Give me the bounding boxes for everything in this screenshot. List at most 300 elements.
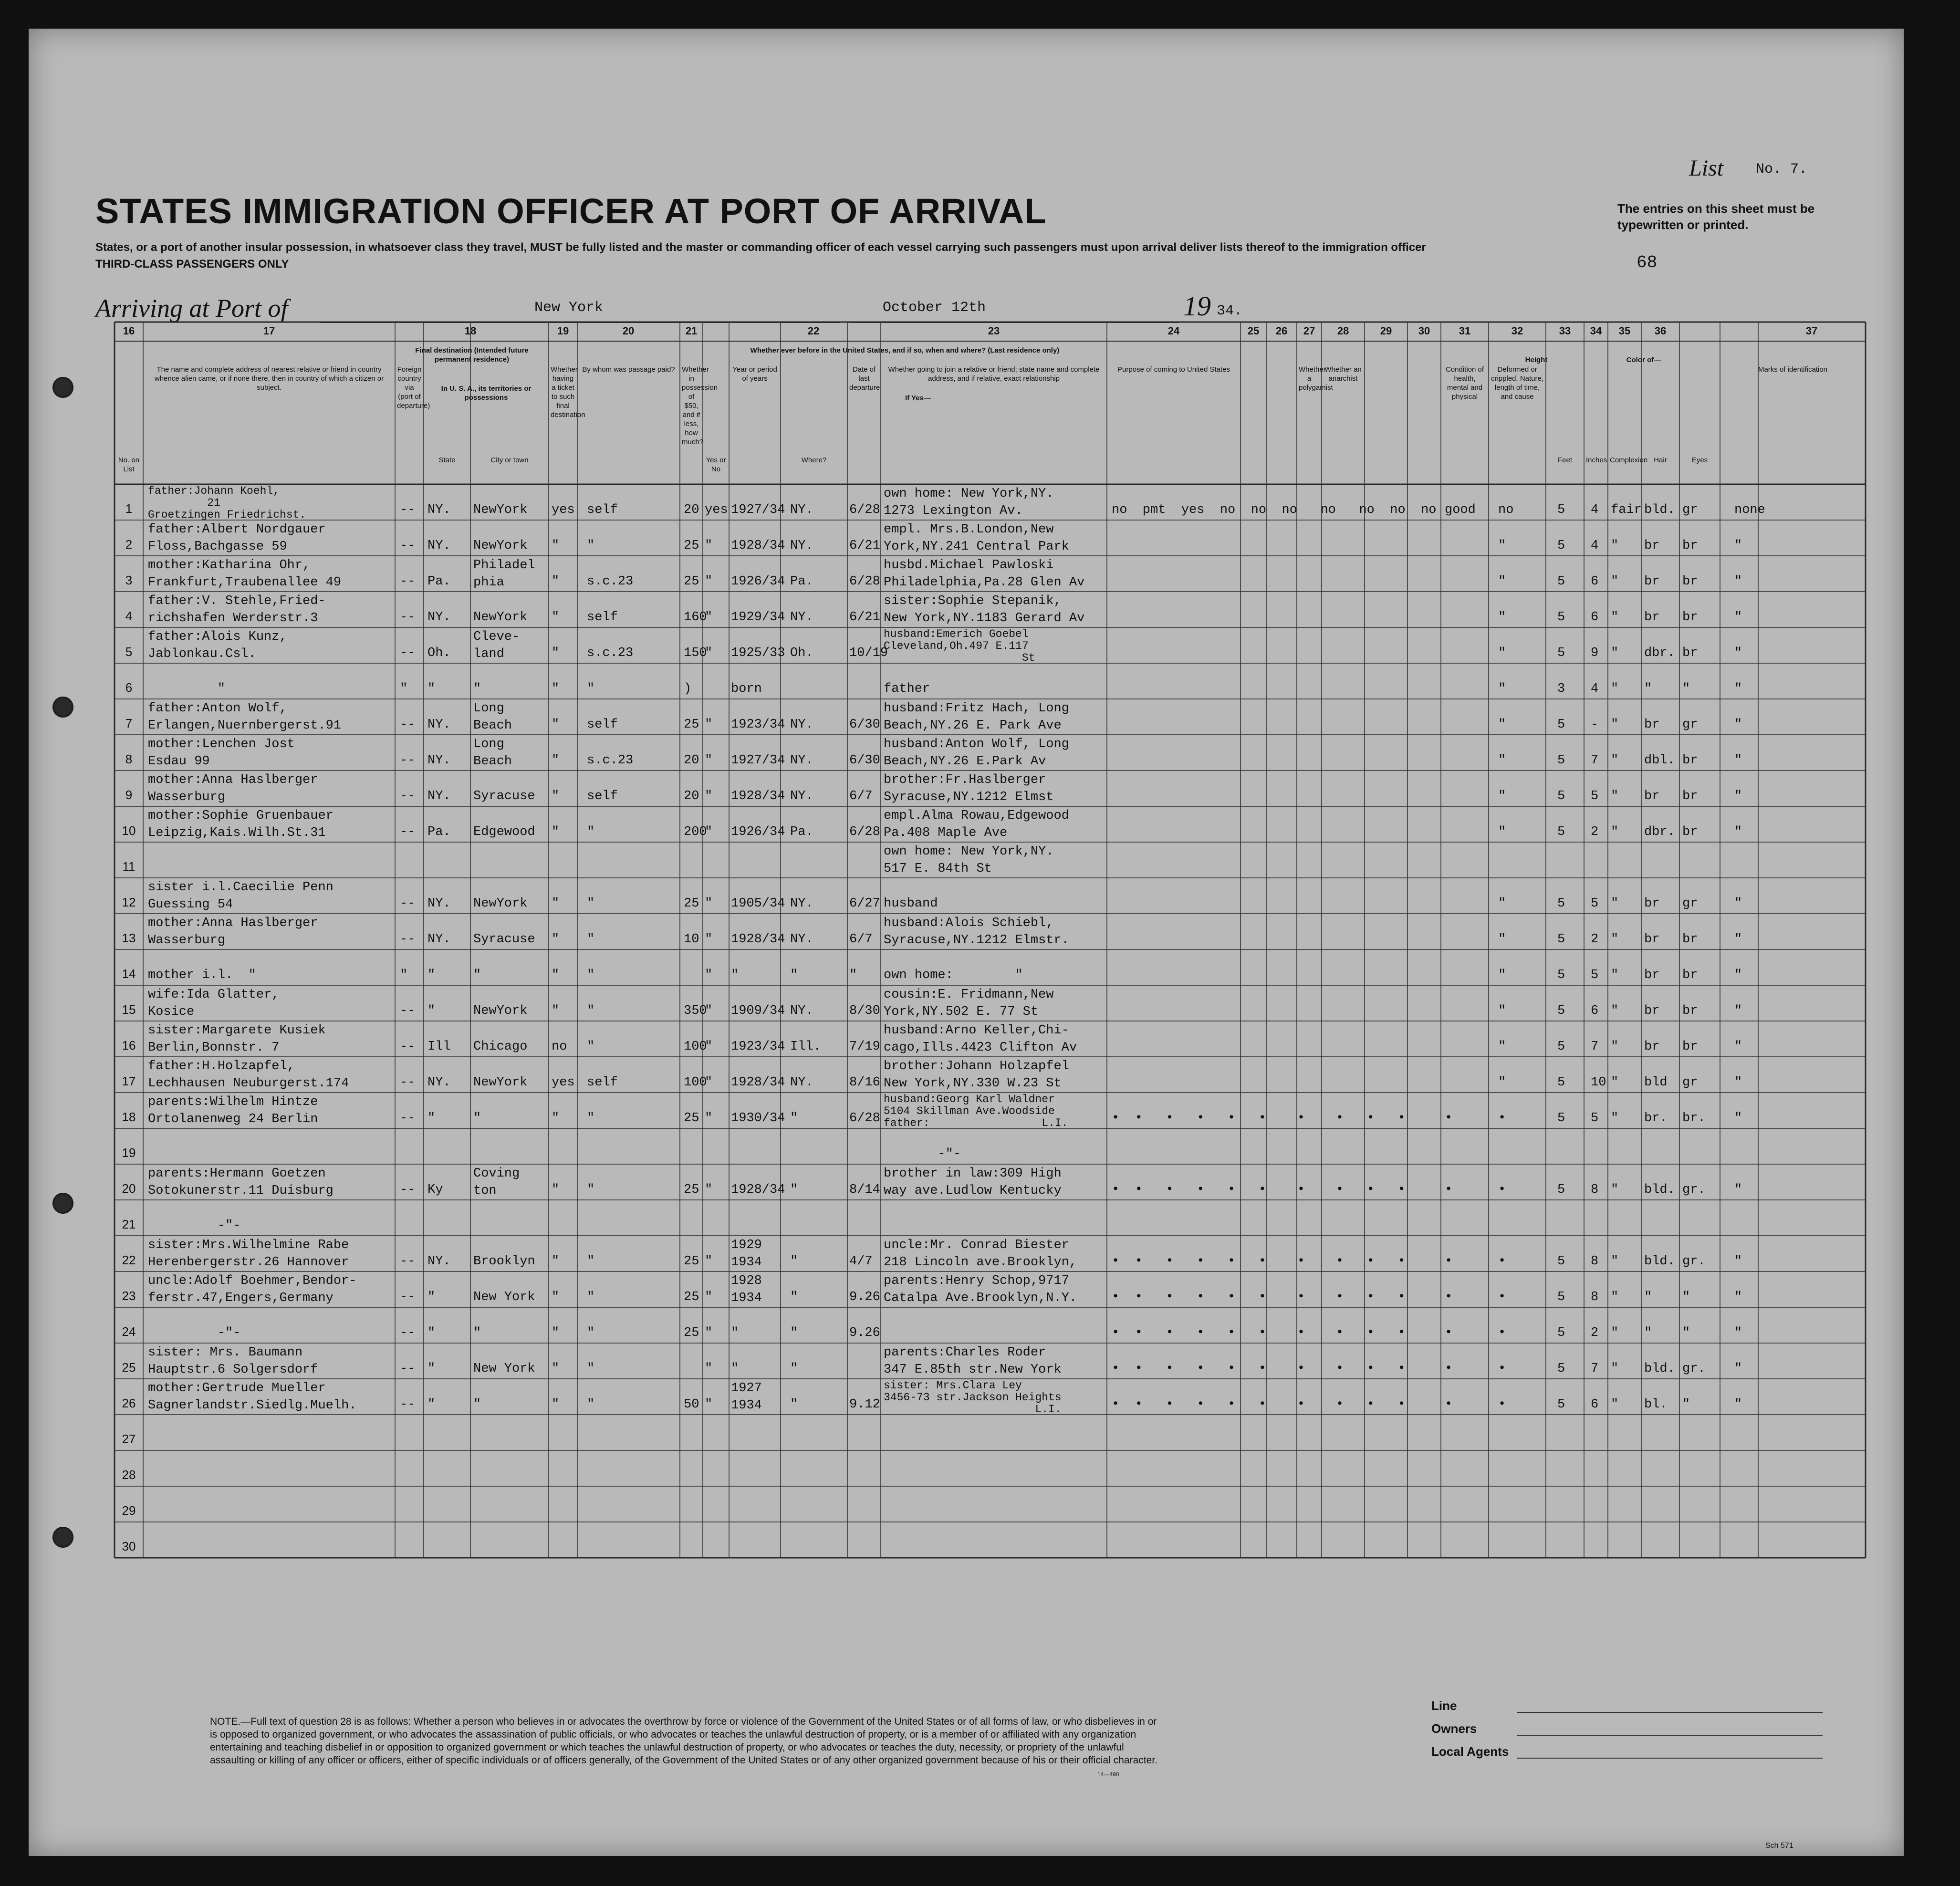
visit-years: 1923/34 bbox=[731, 1040, 785, 1054]
visit-years: 1905/34 bbox=[731, 896, 785, 911]
hair-color: br bbox=[1644, 718, 1660, 732]
row-number: 3 bbox=[125, 573, 133, 587]
ticket: yes bbox=[552, 503, 575, 517]
height-feet: 5 bbox=[1557, 825, 1565, 839]
eye-color: " bbox=[1682, 1326, 1690, 1340]
column-header: Date of last departure bbox=[849, 365, 880, 392]
prior-visit: " bbox=[705, 1004, 713, 1018]
hair-color: br bbox=[1644, 968, 1660, 982]
visit-years: 1926/34 bbox=[731, 825, 785, 839]
column-header: Condition of health, mental and physical bbox=[1445, 365, 1484, 401]
paid-by: self bbox=[587, 789, 618, 803]
identification-marks: " bbox=[1734, 825, 1742, 839]
row-number: 28 bbox=[122, 1468, 136, 1482]
money: 100 bbox=[684, 1075, 707, 1090]
column-number: 25 bbox=[1247, 325, 1260, 337]
identification-marks: " bbox=[1734, 1040, 1742, 1054]
dest-state: NY. bbox=[427, 753, 451, 768]
column-header: Whether a polygamist bbox=[1299, 365, 1333, 392]
row-number: 12 bbox=[122, 895, 136, 909]
complexion: " bbox=[1611, 539, 1619, 553]
identification-marks: " bbox=[1734, 682, 1742, 696]
row-number: 30 bbox=[122, 1539, 136, 1553]
ticket: yes bbox=[552, 1075, 575, 1090]
health: • bbox=[1445, 1254, 1453, 1269]
height-feet: 5 bbox=[1557, 1290, 1565, 1304]
deformed: no bbox=[1498, 503, 1514, 517]
paid-by: " bbox=[587, 1290, 595, 1304]
height-inches: 2 bbox=[1591, 825, 1599, 839]
dest-state: Ill bbox=[427, 1040, 451, 1054]
hair-color: br bbox=[1644, 1004, 1660, 1018]
visit-where: " bbox=[790, 968, 798, 982]
hair-color: dbr. bbox=[1644, 825, 1675, 839]
height-feet: 5 bbox=[1557, 1254, 1565, 1269]
paid-by: s.c.23 bbox=[587, 574, 634, 589]
ticket: " bbox=[552, 646, 560, 660]
joining-relative: husband:Georg Karl Waldner 5104 Skillman Ave.Woodside father: L.I. bbox=[884, 1093, 1068, 1129]
column-group-header: If Yes— bbox=[905, 394, 931, 402]
identification-marks: " bbox=[1734, 1183, 1742, 1197]
ticket: " bbox=[552, 718, 560, 732]
visit-years: 1929/34 bbox=[731, 610, 785, 625]
relative-address: mother:Gertrude Mueller Sagnerlandstr.Siedlg.Muelh. bbox=[148, 1381, 357, 1413]
foreign-country: -- bbox=[400, 718, 416, 732]
row-number: 15 bbox=[122, 1002, 136, 1017]
money: 25 bbox=[684, 574, 699, 589]
eye-color: gr bbox=[1682, 503, 1698, 517]
dest-city: Brooklyn bbox=[473, 1254, 535, 1269]
questions-24-31: • • • • • • • • • • bbox=[1112, 1362, 1406, 1376]
prior-visit: " bbox=[705, 1290, 713, 1304]
relative-address: uncle:Adolf Boehmer,Bendor- ferstr.47,Engers,Germany bbox=[148, 1274, 357, 1305]
questions-24-31: • • • • • • • • • • bbox=[1112, 1254, 1406, 1269]
paid-by: " bbox=[587, 539, 595, 553]
hair-color: dbr. bbox=[1644, 646, 1675, 660]
ticket: " bbox=[552, 574, 560, 589]
column-header: Hair bbox=[1654, 456, 1667, 464]
paid-by: " bbox=[587, 1254, 595, 1269]
form-code: 14—490 bbox=[1097, 1771, 1119, 1778]
height-inches: 9 bbox=[1591, 646, 1599, 660]
ticket: " bbox=[552, 825, 560, 839]
column-header: Marks of identification bbox=[1758, 365, 1828, 374]
departure-date: 9.12 bbox=[849, 1397, 880, 1412]
foreign-country: -- bbox=[400, 610, 416, 625]
questions-24-31: no pmt yes no no no no no no no bbox=[1112, 503, 1437, 517]
identification-marks: " bbox=[1734, 753, 1742, 768]
dest-city: New York bbox=[473, 1290, 535, 1304]
ticket: " bbox=[552, 1254, 560, 1269]
column-header: Where? bbox=[801, 456, 827, 464]
paid-by: " bbox=[587, 932, 595, 947]
local-agents-field bbox=[1517, 1758, 1823, 1759]
height-feet: 5 bbox=[1557, 610, 1565, 625]
money: 10 bbox=[684, 932, 699, 947]
visit-years: born bbox=[731, 682, 762, 696]
height-inches: 6 bbox=[1591, 1397, 1599, 1412]
complexion: " bbox=[1611, 574, 1619, 589]
deformed: " bbox=[1498, 825, 1506, 839]
joining-relative: husband bbox=[884, 896, 938, 911]
identification-marks: " bbox=[1734, 789, 1742, 803]
row-number: 29 bbox=[122, 1503, 136, 1518]
dest-city: NewYork bbox=[473, 610, 528, 625]
relative-address: mother i.l. " bbox=[148, 968, 256, 982]
complexion: " bbox=[1611, 1004, 1619, 1018]
column-number: 34 bbox=[1590, 325, 1602, 337]
relative-address: sister:Mrs.Wilhelmine Rabe Herenbergerstr.26 Hannover bbox=[148, 1238, 349, 1270]
paid-by: " bbox=[587, 682, 595, 696]
joining-relative: father bbox=[884, 682, 930, 696]
row-number: 26 bbox=[122, 1396, 136, 1410]
health: • bbox=[1445, 1290, 1453, 1304]
row-number: 21 bbox=[122, 1217, 136, 1231]
prior-visit: " bbox=[705, 610, 713, 625]
manifest-sheet bbox=[29, 29, 1904, 1856]
dest-city: Edgewood bbox=[473, 825, 535, 839]
departure-date: 6/21 bbox=[849, 610, 880, 625]
column-number: 36 bbox=[1654, 325, 1667, 337]
arrival-port: New York bbox=[534, 300, 604, 316]
departure-date: 8/30 bbox=[849, 1004, 880, 1018]
hair-color: bld. bbox=[1644, 503, 1675, 517]
height-inches: 6 bbox=[1591, 574, 1599, 589]
deformed: " bbox=[1498, 539, 1506, 553]
foreign-country: -- bbox=[400, 1254, 416, 1269]
height-inches: 5 bbox=[1591, 1111, 1599, 1125]
ticket: " bbox=[552, 539, 560, 553]
local-agents-label: Local Agents bbox=[1431, 1744, 1509, 1759]
eye-color: gr bbox=[1682, 1075, 1698, 1090]
height-inches: 8 bbox=[1591, 1290, 1599, 1304]
height-feet: 5 bbox=[1557, 896, 1565, 911]
dest-state: " bbox=[427, 1326, 436, 1340]
column-header: Purpose of coming to United States bbox=[1117, 365, 1230, 374]
eye-color: gr. bbox=[1682, 1362, 1706, 1376]
row-number: 9 bbox=[125, 788, 133, 802]
joining-relative: brother:Fr.Haslberger Syracuse,NY.1212 Elmst bbox=[884, 773, 1054, 804]
visit-years: 1928/34 bbox=[731, 1183, 785, 1197]
height-feet: 5 bbox=[1557, 503, 1565, 517]
foreign-country: -- bbox=[400, 1362, 416, 1376]
hair-color: bld. bbox=[1644, 1254, 1675, 1269]
questions-24-31: • • • • • • • • • • bbox=[1112, 1111, 1406, 1125]
money: 50 bbox=[684, 1397, 699, 1412]
eye-color: br bbox=[1682, 968, 1698, 982]
ticket: " bbox=[552, 1326, 560, 1340]
dest-state: NY. bbox=[427, 503, 451, 517]
paid-by: self bbox=[587, 610, 618, 625]
deformed: • bbox=[1498, 1397, 1506, 1412]
column-header: Year or period of years bbox=[732, 365, 777, 383]
height-feet: 5 bbox=[1557, 753, 1565, 768]
column-number: 30 bbox=[1418, 325, 1430, 337]
column-number: 27 bbox=[1303, 325, 1315, 337]
prior-visit: " bbox=[705, 718, 713, 732]
identification-marks: " bbox=[1734, 1254, 1742, 1269]
identification-marks: " bbox=[1734, 574, 1742, 589]
column-header: Feet bbox=[1557, 456, 1572, 464]
eye-color: br bbox=[1682, 1040, 1698, 1054]
deformed: " bbox=[1498, 718, 1506, 732]
dest-state: Oh. bbox=[427, 646, 451, 660]
column-header: State bbox=[438, 456, 456, 464]
identification-marks: " bbox=[1734, 968, 1742, 982]
row-number: 14 bbox=[122, 967, 136, 981]
health: • bbox=[1445, 1397, 1453, 1412]
departure-date: 8/14 bbox=[849, 1183, 880, 1197]
joining-relative: parents:Henry Schop,9717 Catalpa Ave.Brooklyn,N.Y. bbox=[884, 1274, 1077, 1305]
money: 20 bbox=[684, 753, 699, 768]
column-number: 35 bbox=[1618, 325, 1631, 337]
height-inches: 8 bbox=[1591, 1183, 1599, 1197]
paid-by: self bbox=[587, 1075, 618, 1090]
visit-where: " bbox=[790, 1397, 798, 1412]
deformed: • bbox=[1498, 1326, 1506, 1340]
identification-marks: " bbox=[1734, 1397, 1742, 1412]
paid-by: " bbox=[587, 896, 595, 911]
money: 200 bbox=[684, 825, 707, 839]
arrival-year-prefix: 19 bbox=[1183, 291, 1211, 322]
relative-address: father:Johann Koehl, 21 Groetzingen Friedrichst. bbox=[148, 485, 306, 521]
visit-years: 1927 1934 bbox=[731, 1381, 762, 1413]
dest-city: " bbox=[473, 1111, 481, 1125]
hair-color: " bbox=[1644, 682, 1652, 696]
punch-hole bbox=[52, 1527, 73, 1548]
height-inches: 8 bbox=[1591, 1254, 1599, 1269]
eye-color: gr bbox=[1682, 896, 1698, 911]
question-28-note: NOTE.—Full text of question 28 is as follows: Whether a person who believes in or advocates the overthrow by force or violence of the Government of the United States or of all forms of law, or who disbelieves in or is opposed to organized government, or who advocates the assassination of public officials, or who advocates or teaches the unlawful destruction of property, or is a member of or affiliated with any organization entertaining and teaching disbelief in or opposition to organized government or which teaches the unlawful destruction of property, or who advocates or teaches the duty, necessity, or propriety of the unlawful assaulting or killing of any officer or officers, either of specific individuals or of officers generally, of the Government of the United States or of any other organized government because of his or their official character. bbox=[210, 1716, 1157, 1766]
dest-city: " bbox=[473, 1326, 481, 1340]
column-header: Whether having a ticket to such final destination bbox=[551, 365, 585, 419]
visit-where: " bbox=[790, 1326, 798, 1340]
deformed: " bbox=[1498, 896, 1506, 911]
departure-date: 6/30 bbox=[849, 753, 880, 768]
height-inches: 5 bbox=[1591, 789, 1599, 803]
hair-color: bld bbox=[1644, 1075, 1668, 1090]
eye-color: gr. bbox=[1682, 1254, 1706, 1269]
height-feet: 5 bbox=[1557, 574, 1565, 589]
height-inches: - bbox=[1591, 718, 1599, 732]
complexion: " bbox=[1611, 1040, 1619, 1054]
visit-where: " bbox=[790, 1111, 798, 1125]
money: 100 bbox=[684, 1040, 707, 1054]
visit-where: NY. bbox=[790, 1075, 813, 1090]
health: • bbox=[1445, 1111, 1453, 1125]
visit-where: NY. bbox=[790, 539, 813, 553]
complexion: " bbox=[1611, 968, 1619, 982]
dest-state: NY. bbox=[427, 896, 451, 911]
row-number: 11 bbox=[122, 859, 136, 874]
questions-24-31: • • • • • • • • • • bbox=[1112, 1290, 1406, 1304]
joining-relative: empl. Mrs.B.London,New York,NY.241 Central Park bbox=[884, 522, 1069, 554]
identification-marks: " bbox=[1734, 1290, 1742, 1304]
hair-color: br bbox=[1644, 789, 1660, 803]
dest-city: NewYork bbox=[473, 1004, 528, 1018]
complexion: " bbox=[1611, 753, 1619, 768]
health: • bbox=[1445, 1183, 1453, 1197]
hair-color: br bbox=[1644, 932, 1660, 947]
hair-color: " bbox=[1644, 1290, 1652, 1304]
prior-visit: " bbox=[705, 646, 713, 660]
joining-relative: husband:Emerich Goebel Cleveland,Oh.497 E.117 St bbox=[884, 628, 1035, 664]
questions-24-31: • • • • • • • • • • bbox=[1112, 1183, 1406, 1197]
relative-address: -"- bbox=[148, 1219, 241, 1233]
dest-state: NY. bbox=[427, 1075, 451, 1090]
complexion: " bbox=[1611, 718, 1619, 732]
departure-date: 7/19 bbox=[849, 1040, 880, 1054]
dest-city: Syracuse bbox=[473, 789, 535, 803]
complexion: " bbox=[1611, 610, 1619, 625]
row-number: 1 bbox=[125, 501, 133, 516]
hair-color: br bbox=[1644, 896, 1660, 911]
deformed: " bbox=[1498, 1040, 1506, 1054]
prior-visit: " bbox=[705, 1183, 713, 1197]
relative-address: father:Albert Nordgauer Floss,Bachgasse 59 bbox=[148, 522, 326, 554]
hair-color: " bbox=[1644, 1326, 1652, 1340]
visit-years: " bbox=[731, 1362, 739, 1376]
deformed: • bbox=[1498, 1111, 1506, 1125]
departure-date: 6/7 bbox=[849, 932, 873, 947]
complexion: " bbox=[1611, 1326, 1619, 1340]
visit-years: 1928 1934 bbox=[731, 1274, 762, 1305]
relative-address: mother:Lenchen Jost Esdau 99 bbox=[148, 737, 295, 769]
height-inches: 7 bbox=[1591, 1040, 1599, 1054]
column-header: Whether an anarchist bbox=[1324, 365, 1362, 383]
foreign-country: -- bbox=[400, 932, 416, 947]
money: 150 bbox=[684, 646, 707, 660]
joining-relative: own home: New York,NY. 1273 Lexington Av. bbox=[884, 487, 1054, 518]
dest-state: " bbox=[427, 968, 436, 982]
column-number: 16 bbox=[123, 325, 135, 337]
owners-label: Owners bbox=[1431, 1721, 1477, 1736]
visit-where: Ill. bbox=[790, 1040, 821, 1054]
height-feet: 5 bbox=[1557, 1183, 1565, 1197]
joining-relative: brother:Johann Holzapfel New York,NY.330 W.23 St bbox=[884, 1059, 1069, 1091]
dest-city: " bbox=[473, 682, 481, 696]
typewritten-instruction: The entries on this sheet must be typewritten or printed. bbox=[1617, 201, 1815, 232]
foreign-country: -- bbox=[400, 646, 416, 660]
money: ) bbox=[684, 682, 692, 696]
dest-state: " bbox=[427, 1111, 436, 1125]
height-inches: 7 bbox=[1591, 1362, 1599, 1376]
visit-where: NY. bbox=[790, 1004, 813, 1018]
dest-state: " bbox=[427, 1004, 436, 1018]
height-feet: 5 bbox=[1557, 1004, 1565, 1018]
foreign-country: -- bbox=[400, 825, 416, 839]
prior-visit: " bbox=[705, 968, 713, 982]
foreign-country: " bbox=[400, 682, 408, 696]
dest-state: NY. bbox=[427, 932, 451, 947]
column-header: No. on List bbox=[118, 456, 140, 473]
page-title: STATES IMMIGRATION OFFICER AT PORT OF ARRIVAL bbox=[95, 191, 1047, 231]
prior-visit: " bbox=[705, 1040, 713, 1054]
relative-address: " bbox=[148, 682, 226, 696]
visit-where: Oh. bbox=[790, 646, 813, 660]
money: 20 bbox=[684, 503, 699, 517]
row-number: 4 bbox=[125, 609, 133, 623]
eye-color: br. bbox=[1682, 1111, 1706, 1125]
identification-marks: " bbox=[1734, 1004, 1742, 1018]
departure-date: 6/28 bbox=[849, 1111, 880, 1125]
prior-visit: " bbox=[705, 1111, 713, 1125]
questions-24-31: • • • • • • • • • • bbox=[1112, 1397, 1406, 1412]
ticket: " bbox=[552, 1397, 560, 1412]
punch-hole bbox=[52, 377, 73, 398]
height-feet: 5 bbox=[1557, 1075, 1565, 1090]
ticket: " bbox=[552, 1111, 560, 1125]
departure-date: 10/19 bbox=[849, 646, 888, 660]
visit-where: " bbox=[790, 1254, 798, 1269]
visit-years: " bbox=[731, 968, 739, 982]
height-inches: 2 bbox=[1591, 1326, 1599, 1340]
eye-color: " bbox=[1682, 1290, 1690, 1304]
foreign-country: -- bbox=[400, 539, 416, 553]
health: good bbox=[1445, 503, 1476, 517]
relative-address: sister:Margarete Kusiek Berlin,Bonnstr. 7 bbox=[148, 1023, 326, 1055]
ticket: " bbox=[552, 753, 560, 768]
deformed: " bbox=[1498, 753, 1506, 768]
visit-where: " bbox=[790, 1183, 798, 1197]
height-feet: 5 bbox=[1557, 789, 1565, 803]
relative-address: father:Alois Kunz, Jablonkau.Csl. bbox=[148, 630, 287, 661]
row-number: 17 bbox=[122, 1074, 136, 1088]
visit-years: 1925/33 bbox=[731, 646, 785, 660]
foreign-country: -- bbox=[400, 574, 416, 589]
row-number: 22 bbox=[122, 1253, 136, 1267]
joining-relative: husband:Fritz Hach, Long Beach,NY.26 E. Park Ave bbox=[884, 701, 1069, 733]
foreign-country: -- bbox=[400, 1111, 416, 1125]
identification-marks: " bbox=[1734, 1326, 1742, 1340]
complexion: " bbox=[1611, 1254, 1619, 1269]
deformed: • bbox=[1498, 1362, 1506, 1376]
column-number: 31 bbox=[1459, 325, 1471, 337]
foreign-country: -- bbox=[400, 503, 416, 517]
joining-relative: empl.Alma Rowau,Edgewood Pa.408 Maple Ave bbox=[884, 809, 1069, 840]
eye-color: br bbox=[1682, 932, 1698, 947]
departure-date: 6/28 bbox=[849, 825, 880, 839]
visit-where: Pa. bbox=[790, 825, 813, 839]
relative-address: father:Anton Wolf, Erlangen,Nuernbergerst.91 bbox=[148, 701, 342, 733]
column-number: 22 bbox=[807, 325, 820, 337]
eye-color: " bbox=[1682, 682, 1690, 696]
paid-by: " bbox=[587, 1183, 595, 1197]
money: 25 bbox=[684, 1111, 699, 1125]
complexion: " bbox=[1611, 932, 1619, 947]
dest-city: NewYork bbox=[473, 503, 528, 517]
relative-address: -"- bbox=[148, 1326, 241, 1340]
column-header: City or town bbox=[490, 456, 529, 464]
joining-relative: cousin:E. Fridmann,New York,NY.502 E. 77 St bbox=[884, 988, 1054, 1019]
height-inches: 4 bbox=[1591, 682, 1599, 696]
money: 25 bbox=[684, 1183, 699, 1197]
identification-marks: " bbox=[1734, 718, 1742, 732]
dest-city: " bbox=[473, 968, 481, 982]
complexion: " bbox=[1611, 1183, 1619, 1197]
column-number: 32 bbox=[1511, 325, 1523, 337]
complexion: " bbox=[1611, 682, 1619, 696]
hair-color: br bbox=[1644, 539, 1660, 553]
row-number: 24 bbox=[122, 1324, 136, 1339]
deformed: " bbox=[1498, 968, 1506, 982]
arrival-date: October 12th bbox=[883, 300, 986, 316]
column-group-header: Final destination (Intended future permanent residence) bbox=[415, 346, 529, 364]
schedule-code: Sch 571 bbox=[1765, 1842, 1793, 1850]
dest-state: " bbox=[427, 1362, 436, 1376]
row-number: 8 bbox=[125, 752, 133, 766]
relative-address: father:H.Holzapfel, Lechhausen Neuburgerst.174 bbox=[148, 1059, 349, 1091]
